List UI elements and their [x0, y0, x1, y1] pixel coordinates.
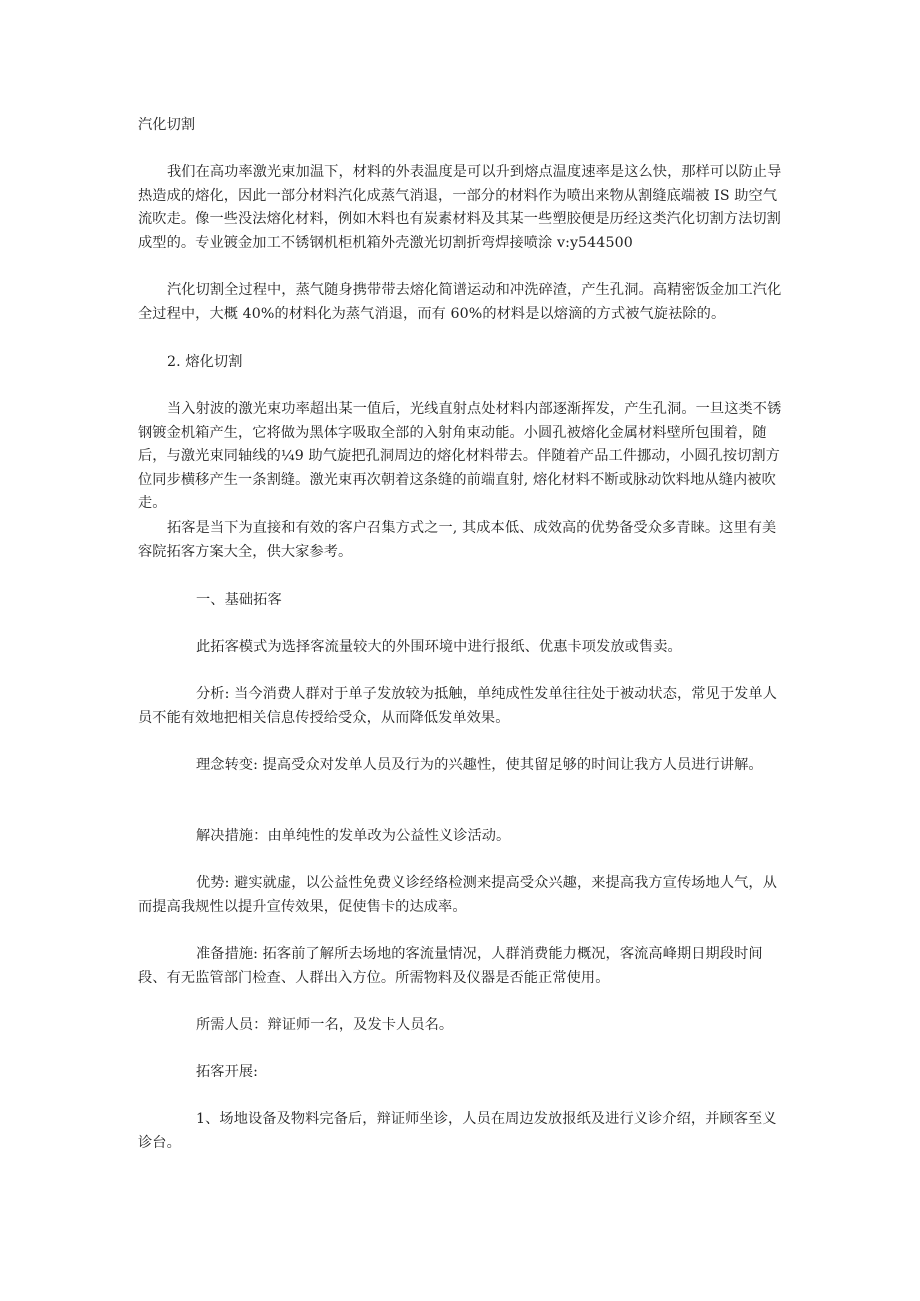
paragraph-vaporization-intro: 我们在高功率激光束加温下，材料的外表温度是可以升到熔点温度速率是这么快，那样可以防止导热造成的熔化，因此一部分材料汽化成蒸气消退，一部分的材料作为喷出来物从割缝底端被 IS 助空气流吹走。像一些没法熔化材料，例如木料也有炭素材料及其某一些塑胶便是历经这类汽化切割方法切割成型的。专业镀金加工不锈钢机柜机箱外壳激光切割折弯焊接喷涂 v:y544500 — [138, 164, 782, 251]
section-title-melting: 2. 熔化切割 — [167, 354, 243, 370]
paragraph-required-staff: 所需人员：辩证师一名，及发卡人员名。 — [196, 1017, 454, 1033]
paragraph-acquisition-start: 拓客开展: — [196, 1064, 259, 1080]
heading-basic-acquisition: 一、基础拓客 — [196, 592, 282, 608]
paragraph-melting-cut: 当入射波的激光束功率超出某一值后，光线直射点处材料内部逐渐挥发，产生孔洞。一旦这类不锈钢镀金机箱产生，它将做为黑体字吸取全部的入射角束动能。小圆孔被熔化金属材料壁所包围着，随后，与激光束同轴线的¼9 助气旋把孔洞周边的熔化材料带去。伴随着产品工件挪动，小圆孔按切割方位同步横移产生一条割缝。激光束再次朝着这条缝的前端直射, 熔化材料不断或脉动饮料地从缝内被吹走。 — [138, 401, 782, 511]
paragraph-vaporization-process: 汽化切割全过程中，蒸气随身携带带去熔化简谱运动和冲洗碎渣，产生孔洞。高精密饭金加工汽化全过程中，大概 40%的材料化为蒸气消退，而有 60%的材料是以熔滴的方式被气旋祛除的。 — [138, 282, 782, 322]
section-title-vaporization: 汽化切割 — [138, 117, 196, 133]
paragraph-advantage: 优势: 避实就虚，以公益性免费义诊经络检测来提高受众兴趣，来提高我方宣传场地人气，从而提高我规性以提升宣传效果，促使售卡的达成率。 — [138, 875, 777, 915]
paragraph-customer-acquisition: 拓客是当下为直接和有效的客户召集方式之一, 其成本低、成效高的优势备受众多青睐。这里有美容院拓客方案大全，供大家参考。 — [138, 520, 777, 560]
paragraph-concept-change: 理念转变: 提高受众对发单人员及行为的兴趣性，使其留足够的时间让我方人员进行讲解。 — [196, 757, 763, 773]
paragraph-analysis: 分析: 当今消费人群对于单子发放较为抵触，单纯成性发单往往处于被动状态，常见于发单人员不能有效地把相关信息传授给受众，从而降低发单效果。 — [138, 686, 777, 726]
paragraph-step-one: 1、场地设备及物料完备后，辩证师坐诊，人员在周边发放报纸及进行义诊介绍，并顾客至义诊台。 — [138, 1111, 777, 1151]
paragraph-mode: 此拓客模式为选择客流量较大的外围环境中进行报纸、优惠卡项发放或售卖。 — [196, 639, 682, 655]
paragraph-preparation: 准备措施: 拓客前了解所去场地的客流量情况，人群消费能力概况，客流高峰期日期段时间段、有无监管部门检查、人群出入方位。所需物料及仪器是否能正常使用。 — [138, 946, 763, 986]
paragraph-solution: 解决措施：由单纯性的发单改为公益性义诊活动。 — [196, 828, 511, 844]
